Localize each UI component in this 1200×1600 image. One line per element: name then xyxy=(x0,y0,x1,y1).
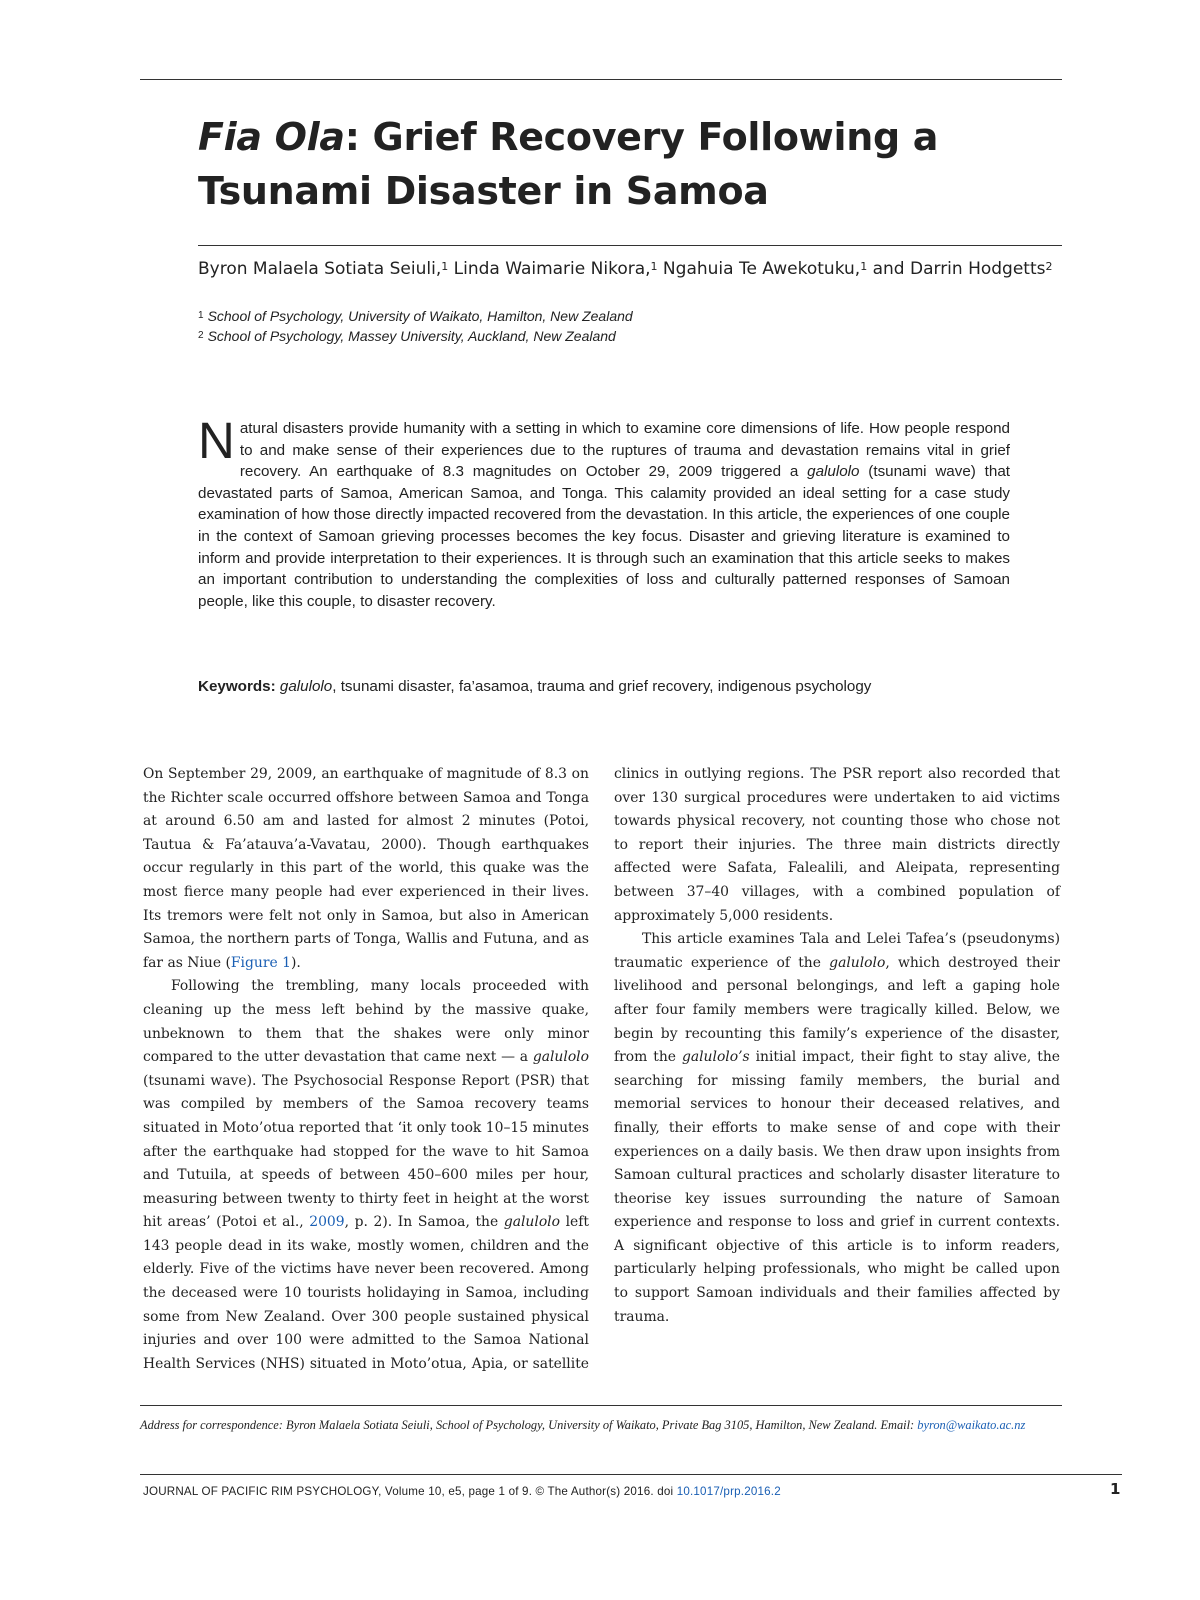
top-rule xyxy=(140,79,1062,80)
author-name: Byron Malaela Sotiata Seiuli, xyxy=(198,259,442,279)
affiliation-marker: 2 xyxy=(198,330,204,341)
abstract-dropcap: N xyxy=(198,412,235,469)
author-name: Linda Waimarie Nikora, xyxy=(448,259,651,279)
keywords-list: , tsunami disaster, fa’asamoa, trauma and grief recovery, indigenous psychology xyxy=(332,678,872,695)
figure-1-link[interactable]: Figure 1 xyxy=(230,954,291,971)
author-affiliation-marker: 1 xyxy=(441,260,449,273)
footer-rule xyxy=(140,1474,1122,1475)
author-list xyxy=(198,256,1078,282)
body-column-left xyxy=(143,763,1060,1377)
body-text: , which destroyed their livelihood and personal belongings, and left a gaping hole after four family members were tragically killed. Below, we begin by recounting this family’s experience of the disaster, from the xyxy=(614,954,1060,1066)
body-term: galulolo xyxy=(532,1049,589,1066)
keyword-italic: galulolo xyxy=(279,678,333,695)
page-number: 1 xyxy=(1110,1480,1121,1498)
keywords-label: Keywords: xyxy=(198,678,276,695)
affiliation-1 xyxy=(198,307,1078,325)
affiliation-2 xyxy=(198,327,1078,345)
author-name: and Darrin Hodgetts xyxy=(867,259,1046,279)
abstract-text: atural disasters provide humanity with a setting in which to examine core dimensions of life. How people respond to and make sense of their experiences due to the ruptures of trauma and devastation remains vital in grief recovery. An earthquake of 8.3 magnitudes on October 29, 2009 triggered a xyxy=(239,420,1010,481)
title-italic: Fia Ola xyxy=(198,115,345,159)
body-text: Following the trembling, many locals proceeded with cleaning up the mess left behind by the massive quake, unbeknown to them that the shakes were only minor compared to the utter devastation that came next — a xyxy=(143,978,589,1066)
body-text: On September 29, 2009, an earthquake of magnitude of 8.3 on the Richter scale occurred offshore between Samoa and Tonga at around 6.50 am and lasted for almost 2 minutes (Potoi, Tautua & Fa’atauva’a-Vavatau, 2000). Though earthquakes occur regularly in this part of the world, this quake was the most fierce many people had ever experienced in their lives. Its tremors were felt not only in Samoa, but also in American Samoa, the northern parts of Tonga, Wallis and Futuna, and as far as Niue ( xyxy=(143,766,589,971)
author-affiliation-marker: 1 xyxy=(650,260,658,273)
correspondence-address xyxy=(140,1415,1065,1435)
title-rest: : Grief Recovery Following a Tsunami Disaster in Samoa xyxy=(198,115,939,213)
author-affiliation-marker: 2 xyxy=(1045,260,1053,273)
affiliation-marker: 1 xyxy=(198,310,204,321)
correspondence-text: Address for correspondence: Byron Malaela Sotiata Seiuli, School of Psychology, University of Waikato, Private Bag 3105, Hamilton, New Zealand. Email: xyxy=(140,1418,918,1432)
doi-link[interactable]: 10.1017/prp.2016.2 xyxy=(676,1485,781,1498)
citation-link[interactable]: 2009 xyxy=(309,1214,345,1231)
body-text: ). xyxy=(290,954,301,971)
abstract-term: galulolo xyxy=(807,463,860,481)
body-paragraph xyxy=(614,928,1060,1329)
footer-text: JOURNAL OF PACIFIC RIM PSYCHOLOGY, Volume 10, e5, page 1 of 9. © The Author(s) 2016. doi xyxy=(143,1485,677,1498)
affiliation-text: School of Psychology, Massey University, Auckland, New Zealand xyxy=(207,328,616,344)
author-affiliation-marker: 1 xyxy=(860,260,868,273)
article-title xyxy=(198,110,1078,218)
body-text: This article examines Tala and Lelei Tafea’s (pseudonyms) traumatic experience of the xyxy=(614,931,1060,971)
body-term: galulolo’s xyxy=(681,1049,750,1066)
email-link[interactable]: byron@waikato.ac.nz xyxy=(917,1418,1026,1432)
body-text: initial impact, their fight to stay alive, the searching for missing family members, the burial and memorial services to honour their deceased relatives, and finally, their efforts to make sense of and cope with their experiences on a daily basis. We then draw upon insights from Samoan cultural practices and scholarly disaster literature to theorise key issues surrounding the nature of Samoan experience and response to loss and grief in current contexts. A significant objective of this article is to inform readers, particularly helping professionals, who might be called upon to support Samoan individuals and their families affected by trauma. xyxy=(614,1049,1060,1325)
correspondence-rule xyxy=(140,1405,1062,1406)
keywords xyxy=(198,677,1078,697)
body-term: galulolo xyxy=(829,954,886,971)
journal-footer xyxy=(143,1484,843,1500)
abstract xyxy=(198,412,1010,612)
body-text: , p. 2). In Samoa, the xyxy=(344,1214,504,1231)
affiliation-text: School of Psychology, University of Waikato, Hamilton, New Zealand xyxy=(207,308,633,324)
title-rule xyxy=(198,245,1062,246)
body-paragraph xyxy=(143,763,589,975)
body-text: (tsunami wave). The Psychosocial Response Report (PSR) that was compiled by members of the Samoa recovery teams situated in Moto’otua reported that ‘it only took 10–15 minutes after the earthquake had stopped for the wave to hit Samoa and Tutuila, at speeds of between 450–600 miles per hour, measuring between twenty to thirty feet in height at the worst hit areas’ (Potoi et al., xyxy=(143,1072,589,1231)
author-name: Ngahuia Te Awekotuku, xyxy=(657,259,861,279)
body-term: galulolo xyxy=(503,1214,560,1231)
abstract-text: (tsunami wave) that devastated parts of Samoa, American Samoa, and Tonga. This calamity provided an ideal setting for a case study examination of how those directly impacted recovered from the devastation. In this article, the experiences of one couple in the context of Samoan grieving processes becomes the key focus. Disaster and grieving literature is examined to inform and provide interpretation to their experiences. It is through such an examination that this article seeks to makes an important contribution to understanding the complexities of loss and culturally patterned responses of Samoan people, like this couple, to disaster recovery. xyxy=(198,463,1010,610)
body-text: left 143 people dead in its wake, mostly women, children and the elderly. Five of the victims have never been recovered. Among the deceased were 10 tourists holidaying in Samoa, including some from New Zealand. Over 300 people sustained physical injuries and over 100 were admitted to the Samoa National Health Services (NHS) situated in Moto’otua, Apia, or satellite clinics in outlying regions. The PSR report also recorded that over 130 surgical procedures were undertaken to aid victims towards physical recovery, not counting those who chose not to report their injuries. The three main districts directly affected were Safata, Falealili, and Aleipata, representing between 37–40 villages, with a combined population of approximately 5,000 residents. xyxy=(143,766,1060,1372)
